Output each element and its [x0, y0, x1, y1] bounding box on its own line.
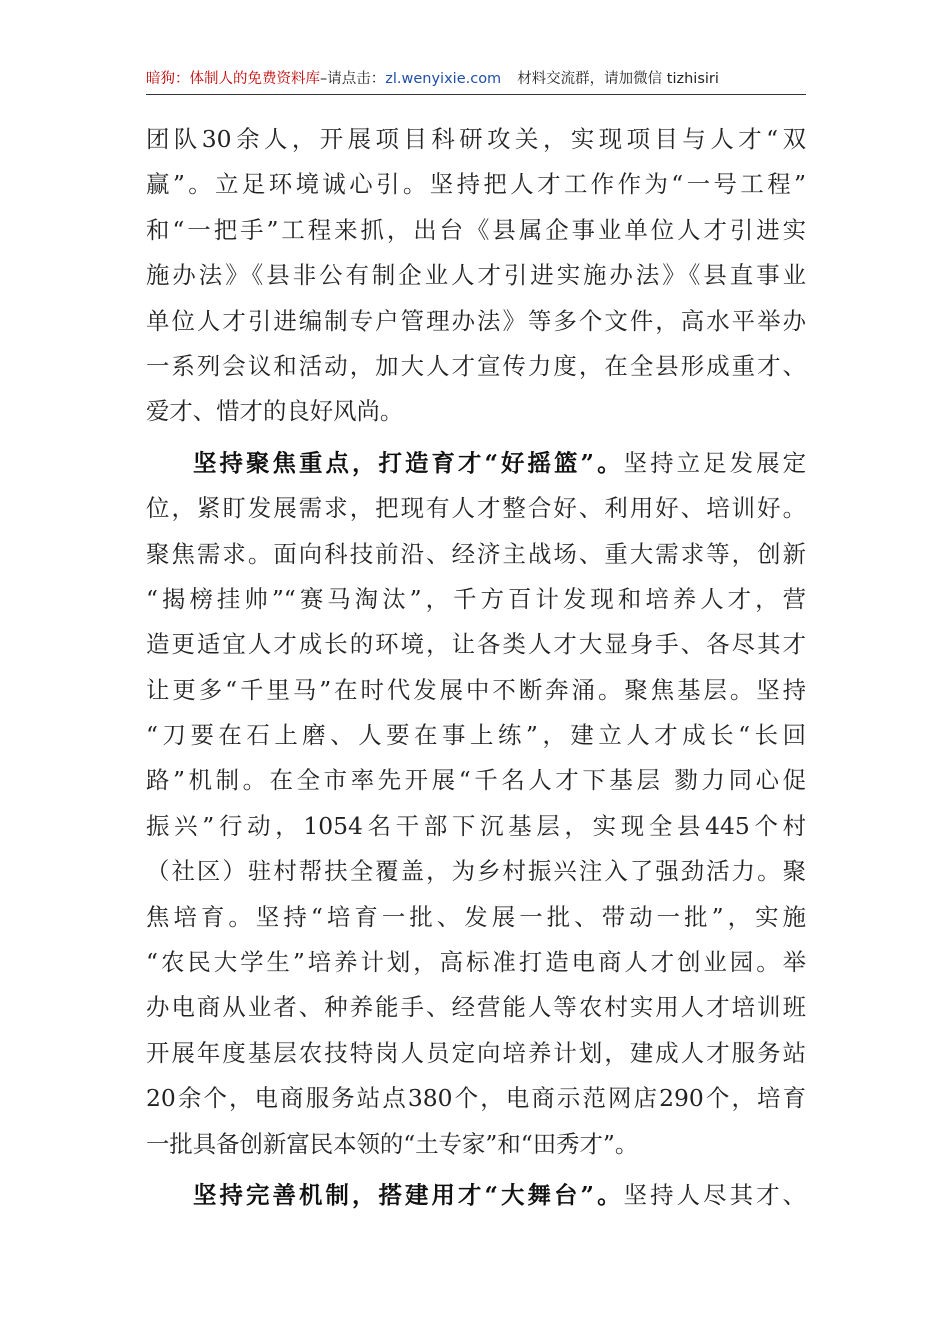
- paragraph-2: [146, 441, 806, 1167]
- text-line: “刀要在石上磨、人要在事上练”，建立人才成长“长回: [146, 721, 806, 750]
- page-header: [146, 68, 806, 95]
- header-brand: 暗狗：体制人的免费资料库: [146, 71, 320, 87]
- text-line: 施办法》《县非公有制企业人才引进实施办法》《县直事业: [146, 261, 806, 290]
- text-line: 路”机制。在全市率先开展“千名人才下基层 勠力同心促: [146, 766, 806, 795]
- paragraph-3: [146, 1173, 806, 1218]
- text-line: 20余个，电商服务站点380个，电商示范网店290个，培育: [146, 1084, 806, 1113]
- text-line: 位，紧盯发展需求，把现有人才整合好、利用好、培训好。: [146, 494, 806, 523]
- text-line: 造更适宜人才成长的环境，让各类人才大显身手、各尽其才: [146, 630, 806, 659]
- paragraph-heading: 坚持聚焦重点，打造育才“好摇篮”。: [193, 448, 624, 477]
- text-line: （社区）驻村帮扶全覆盖，为乡村振兴注入了强劲活力。聚: [146, 857, 806, 886]
- text-run: 坚持立足发展定: [623, 448, 806, 477]
- text-line: “揭榜挂帅”“赛马淘汰”，千方百计发现和培养人才，营: [146, 584, 806, 613]
- paragraph-first-line: [146, 441, 806, 486]
- header-click-prompt: –请点击：: [320, 71, 386, 87]
- text-line: 一批具备创新富民本领的“土专家”和“田秀才”。: [146, 1129, 639, 1158]
- header-url-link[interactable]: zl.wenyixie.com: [385, 71, 502, 87]
- text-line: 团队30余人，开展项目科研攻关，实现项目与人才“双: [146, 125, 806, 153]
- text-line: 赢”。立足环境诚心引。坚持把人才工作作为“一号工程”: [146, 170, 806, 199]
- text-line: 开展年度基层农技特岗人员定向培养计划，建成人才服务站: [146, 1038, 806, 1067]
- text-line: 办电商从业者、种养能手、经营能人等农村实用人才培训班: [146, 993, 806, 1022]
- text-line: 一系列会议和活动，加大人才宣传力度，在全县形成重才、: [146, 351, 806, 380]
- text-line: 让更多“千里马”在时代发展中不断奔涌。聚焦基层。坚持: [146, 675, 806, 704]
- text-line: 和“一把手”工程来抓，出台《县属企事业单位人才引进实: [146, 215, 806, 244]
- text-line: 单位人才引进编制专户管理办法》等多个文件，高水平举办: [146, 306, 806, 335]
- text-line: “农民大学生”培养计划，高标准打造电商人才创业园。举: [146, 948, 806, 977]
- paragraph-heading: 坚持完善机制，搭建用才“大舞台”。: [193, 1180, 624, 1209]
- text-line: 振兴”行动，1054名干部下沉基层，实现全县445个村: [146, 811, 806, 840]
- text-run: 坚持人尽其才、: [623, 1180, 806, 1209]
- text-line: 焦培育。坚持“培育一批、发展一批、带动一批”，实施: [146, 902, 806, 931]
- header-contact: 材料交流群，请加微信 tizhisiri: [517, 71, 719, 87]
- paragraph-first-line: [146, 1173, 806, 1218]
- document-body: [146, 117, 806, 1218]
- text-line: 聚焦需求。面向科技前沿、经济主战场、重大需求等，创新: [146, 539, 806, 568]
- text-line: 爱才、惜才的良好风尚。: [146, 397, 404, 426]
- paragraph-1: [146, 117, 806, 435]
